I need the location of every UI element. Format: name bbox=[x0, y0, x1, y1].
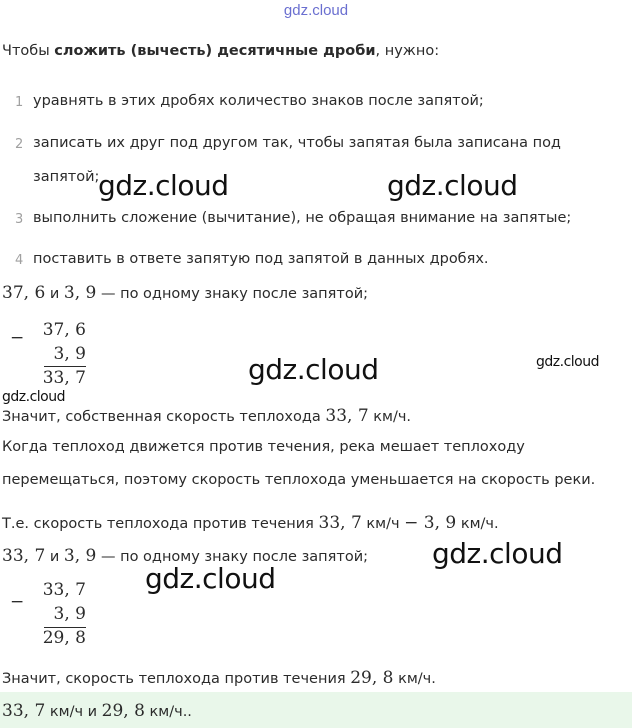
line1-rest: — по одному знаку после запятой; bbox=[96, 286, 369, 302]
step-text-1: уравнять в этих дробях количество знаков после запятой; bbox=[33, 93, 484, 109]
against-text-2: перемещаться, поэтому скорость теплохода уменьшается на скорость реки. bbox=[2, 472, 596, 488]
step-number-4: 4 bbox=[15, 253, 24, 268]
formula-unit-a: км/ч bbox=[361, 516, 405, 532]
intro-pre: Чтобы bbox=[2, 43, 55, 59]
against-speed-value: 29, 8 bbox=[350, 668, 394, 688]
calc1-rule bbox=[44, 366, 86, 367]
calc1-mid: 3, 9 bbox=[53, 344, 86, 364]
watermark-5: gdz.cloud bbox=[2, 389, 65, 405]
step-text-2-cont: запятой; bbox=[33, 169, 100, 185]
line2-and: и bbox=[45, 549, 64, 565]
line2-rest: — по одному знаку после запятой; bbox=[96, 549, 369, 565]
step-number-1: 1 bbox=[15, 95, 24, 110]
line1-a: 37, 6 bbox=[2, 283, 46, 303]
formula-b: 3, 9 bbox=[418, 513, 457, 533]
formula-unit-b: км/ч. bbox=[456, 516, 499, 532]
line2-b: 3, 9 bbox=[63, 546, 97, 566]
against-speed-line bbox=[2, 668, 436, 688]
own-speed-value: 33, 7 bbox=[325, 406, 369, 426]
watermark-3: gdz.cloud bbox=[248, 353, 379, 386]
formula-line bbox=[2, 513, 499, 533]
intro-bold: сложить (вычесть) десятичные дроби bbox=[54, 43, 376, 59]
calc1-result: 33, 7 bbox=[42, 368, 86, 388]
calc2-minus: − bbox=[10, 592, 25, 612]
answer-unit-a: км/ч и bbox=[45, 704, 102, 720]
step-text-4: поставить в ответе запятую под запятой в данных дробях. bbox=[33, 251, 489, 267]
line1-b: 3, 9 bbox=[63, 283, 97, 303]
answer-a: 33, 7 bbox=[2, 701, 46, 721]
watermark-2: gdz.cloud bbox=[387, 169, 518, 202]
watermark-7: gdz.cloud bbox=[145, 562, 276, 595]
line1-and: и bbox=[45, 286, 64, 302]
watermark-6: gdz.cloud bbox=[432, 537, 563, 570]
answer-b: 29, 8 bbox=[101, 701, 145, 721]
step-number-2: 2 bbox=[15, 137, 24, 152]
step-number-3: 3 bbox=[15, 212, 24, 227]
own-speed-line bbox=[2, 406, 411, 426]
calc2-result: 29, 8 bbox=[42, 628, 86, 648]
line2-a: 33, 7 bbox=[2, 546, 46, 566]
intro-line bbox=[2, 43, 439, 59]
watermark-1: gdz.cloud bbox=[98, 169, 229, 202]
step-text-2: записать их друг под другом так, чтобы запятая была записана под bbox=[33, 135, 561, 151]
own-speed-text: Значит, собственная скорость теплохода bbox=[2, 409, 326, 425]
formula-minus: − bbox=[404, 513, 419, 533]
formula-text: Т.е. скорость теплохода против течения bbox=[2, 516, 319, 532]
line-digits-1 bbox=[2, 283, 368, 303]
step-text-3: выполнить сложение (вычитание), не обращая внимание на запятые; bbox=[33, 210, 572, 226]
calc2-rule bbox=[44, 627, 86, 628]
calc1-top: 37, 6 bbox=[42, 320, 86, 340]
calc1-minus: − bbox=[10, 328, 25, 348]
calc1-column bbox=[40, 318, 86, 390]
answer-unit-b: км/ч.. bbox=[144, 704, 192, 720]
intro-post: , нужно: bbox=[375, 43, 440, 59]
against-speed-unit: км/ч. bbox=[393, 671, 436, 687]
against-text-1: Когда теплоход движется против течения, река мешает теплоходу bbox=[2, 439, 525, 455]
calc2-mid: 3, 9 bbox=[53, 604, 86, 624]
answer-line bbox=[2, 701, 192, 721]
against-speed-text: Значит, скорость теплохода против течения bbox=[2, 671, 351, 687]
own-speed-unit: км/ч. bbox=[368, 409, 412, 425]
top-watermark: gdz.cloud bbox=[283, 2, 349, 19]
calc2-top: 33, 7 bbox=[42, 580, 86, 600]
calc2-column bbox=[40, 578, 86, 650]
formula-a: 33, 7 bbox=[318, 513, 362, 533]
watermark-4: gdz.cloud bbox=[536, 354, 599, 370]
